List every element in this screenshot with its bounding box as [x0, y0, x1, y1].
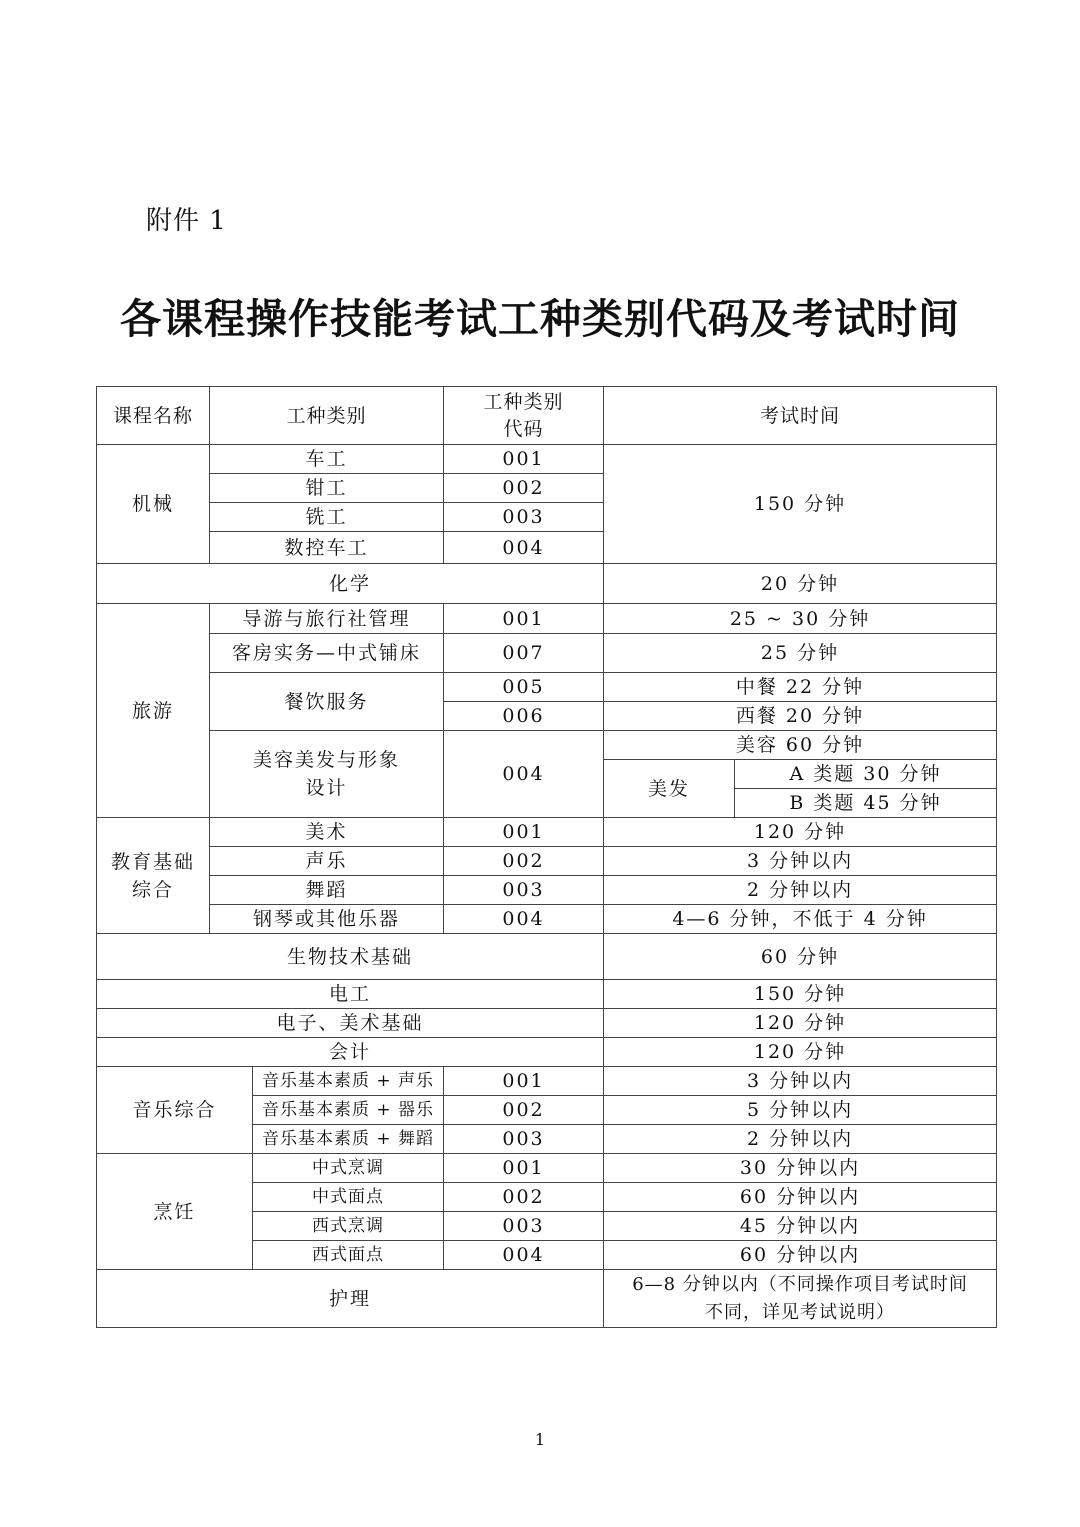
table-row: [97, 934, 997, 980]
course-cell: 机械: [97, 445, 210, 564]
category-cell: 钢琴或其他乐器: [210, 905, 444, 934]
category-cell: 客房实务—中式铺床: [210, 634, 444, 673]
header-code-line1: 工种类别: [483, 390, 564, 413]
time-cell: A 类题 30 分钟: [735, 760, 997, 789]
category-cell: 美术: [210, 818, 444, 847]
code-cell: 003: [444, 876, 604, 905]
category-cell: 中式烹调: [253, 1154, 444, 1183]
time-cell: 150 分钟: [604, 980, 997, 1009]
course-cell: 会计: [97, 1038, 604, 1067]
code-cell: 003: [444, 1125, 604, 1154]
table-row: [97, 905, 997, 934]
attachment-label: 附件 1: [146, 206, 227, 236]
time-line1: 6—8 分钟以内（不同操作项目考试时间: [632, 1273, 968, 1295]
category-cell: 西式烹调: [253, 1212, 444, 1241]
time-cell: 西餐 20 分钟: [604, 702, 997, 731]
header-code: [444, 387, 604, 445]
time-cell: 中餐 22 分钟: [604, 673, 997, 702]
header-category: 工种类别: [210, 387, 444, 445]
header-time: 考试时间: [604, 387, 997, 445]
table-row: [97, 604, 997, 634]
code-cell: 002: [444, 474, 604, 503]
time-cell: 60 分钟以内: [604, 1241, 997, 1270]
course-cell: 化学: [97, 564, 604, 604]
category-cell: 数控车工: [210, 532, 444, 564]
time-cell: B 类题 45 分钟: [735, 789, 997, 818]
page-title: 各课程操作技能考试工种类别代码及考试时间: [120, 295, 960, 343]
course-cell: 生物技术基础: [97, 934, 604, 980]
time-cell: [604, 1270, 997, 1328]
code-cell: 004: [444, 532, 604, 564]
course-cell: 旅游: [97, 604, 210, 818]
table-row: [97, 445, 997, 474]
code-cell: 004: [444, 905, 604, 934]
course-cell: 护理: [97, 1270, 604, 1328]
code-cell: 003: [444, 503, 604, 532]
category-cell: 舞蹈: [210, 876, 444, 905]
code-cell: 002: [444, 1096, 604, 1125]
category-cell: [210, 731, 444, 818]
time-cell: 美容 60 分钟: [604, 731, 997, 760]
category-cell: 声乐: [210, 847, 444, 876]
category-cell: 导游与旅行社管理: [210, 604, 444, 634]
time-cell: 30 分钟以内: [604, 1154, 997, 1183]
table-row: [97, 818, 997, 847]
code-cell: 003: [444, 1212, 604, 1241]
time-cell: 4—6 分钟，不低于 4 分钟: [604, 905, 997, 934]
time-cell: 5 分钟以内: [604, 1096, 997, 1125]
course-line2: 综合: [131, 878, 174, 901]
table-row: [97, 564, 997, 604]
time-cell: 45 分钟以内: [604, 1212, 997, 1241]
time-cell: 120 分钟: [604, 1038, 997, 1067]
category-cell: 车工: [210, 445, 444, 474]
table-row: [97, 634, 997, 673]
meifa-label: 美发: [604, 760, 735, 818]
course-cell: 音乐综合: [97, 1067, 253, 1154]
code-cell: 001: [444, 1154, 604, 1183]
table-row: [97, 1067, 997, 1096]
code-cell: 002: [444, 847, 604, 876]
code-cell: 004: [444, 731, 604, 818]
time-cell: 2 分钟以内: [604, 1125, 997, 1154]
time-line2: 不同，详见考试说明）: [705, 1301, 896, 1323]
header-course: 课程名称: [97, 387, 210, 445]
header-code-line2: 代码: [503, 417, 544, 440]
code-cell: 006: [444, 702, 604, 731]
category-cell: 中式面点: [253, 1183, 444, 1212]
category-cell: 餐饮服务: [210, 673, 444, 731]
table-row: [97, 980, 997, 1009]
table-row: [97, 731, 997, 760]
category-line2: 设计: [305, 777, 348, 799]
time-cell: 20 分钟: [604, 564, 997, 604]
course-cell: 烹饪: [97, 1154, 253, 1270]
course-cell: [97, 818, 210, 934]
code-cell: 001: [444, 445, 604, 474]
time-cell: 3 分钟以内: [604, 847, 997, 876]
time-cell: 25 分钟: [604, 634, 997, 673]
time-cell: 120 分钟: [604, 1009, 997, 1038]
category-cell: 钳工: [210, 474, 444, 503]
time-cell: 3 分钟以内: [604, 1067, 997, 1096]
table-row: [97, 876, 997, 905]
code-cell: 001: [444, 604, 604, 634]
exam-schedule-table: [96, 386, 997, 1328]
category-line1: 美容美发与形象: [253, 749, 401, 771]
category-cell: 西式面点: [253, 1241, 444, 1270]
header-row: [97, 387, 997, 445]
category-cell: 音乐基本素质 + 声乐: [253, 1067, 444, 1096]
table-row: [97, 1038, 997, 1067]
time-cell: 60 分钟以内: [604, 1183, 997, 1212]
code-cell: 007: [444, 634, 604, 673]
course-line1: 教育基础: [110, 850, 195, 873]
time-cell: 150 分钟: [604, 445, 997, 564]
table-row: [97, 1009, 997, 1038]
code-cell: 004: [444, 1241, 604, 1270]
category-cell: 音乐基本素质 + 舞蹈: [253, 1125, 444, 1154]
code-cell: 005: [444, 673, 604, 702]
table-row: [97, 673, 997, 702]
time-cell: 120 分钟: [604, 818, 997, 847]
time-cell: 25 ~ 30 分钟: [604, 604, 997, 634]
table-row: [97, 847, 997, 876]
page-number: 1: [534, 1430, 546, 1449]
code-cell: 002: [444, 1183, 604, 1212]
category-cell: 音乐基本素质 + 器乐: [253, 1096, 444, 1125]
table-row: [97, 1270, 997, 1328]
code-cell: 001: [444, 1067, 604, 1096]
code-cell: 001: [444, 818, 604, 847]
course-cell: 电工: [97, 980, 604, 1009]
category-cell: 铣工: [210, 503, 444, 532]
time-cell: 2 分钟以内: [604, 876, 997, 905]
course-cell: 电子、美术基础: [97, 1009, 604, 1038]
time-cell: 60 分钟: [604, 934, 997, 980]
table-row: [97, 1154, 997, 1183]
